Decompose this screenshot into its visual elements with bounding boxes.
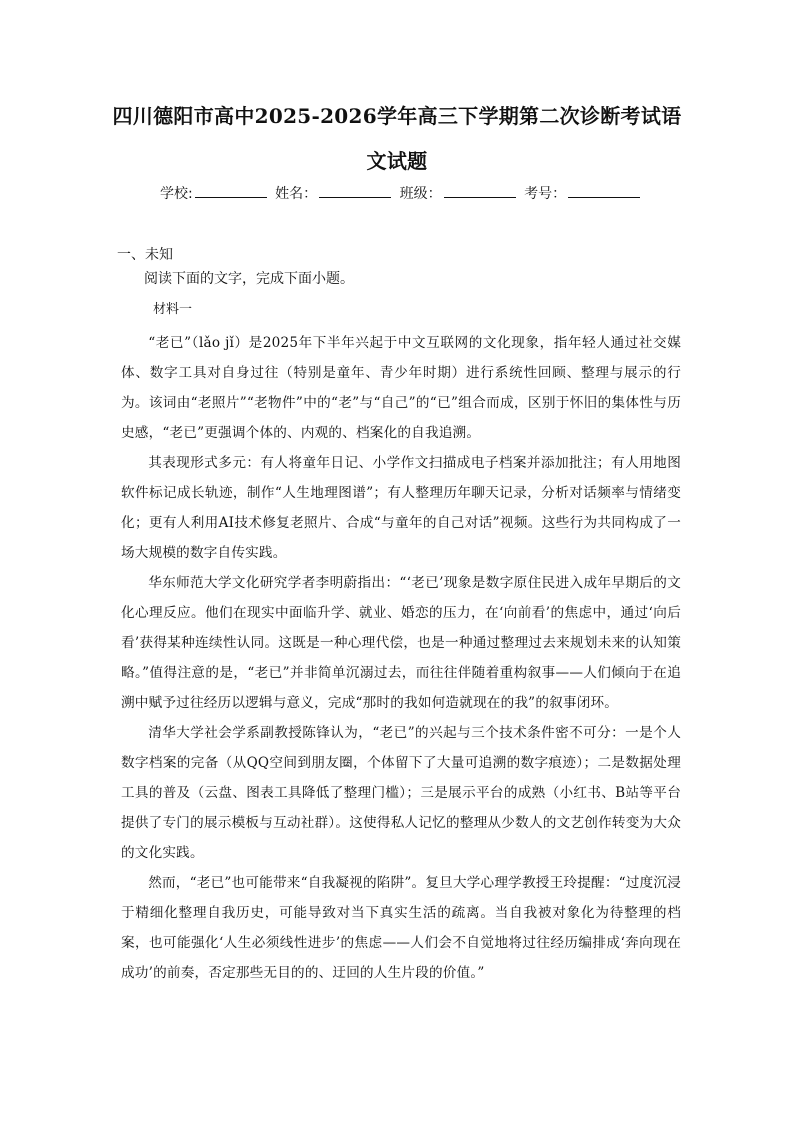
name-field: [275, 183, 391, 203]
exam-number-field: [524, 183, 640, 203]
paragraph-1: “老已”（lǎo jǐ）是2025年下半年兴起于中文互联网的文化现象，指年轻人通过社交媒体、数字工具对自身过往（特别是童年、青少年时期）进行系统性回顾、整理与展示的行为。该词由“老照片”“老物件”中的“老”与“自己”的“已”组合而成，区别于怀旧的集体性与历史感，“老已”更强调个体的、内观的、档案化的自我追溯。: [121, 335, 681, 441]
name-label: 姓名：: [275, 186, 318, 202]
paragraph-5: 然而，“老已”也可能带来“自我凝视的陷阱”。复旦大学心理学教授王玲提醒：“过度沉浸于精细化整理自我历史，可能导致对当下真实生活的疏离。当自我被对象化为待整理的档案，也可能强化‘人生必须线性进步’的焦虑——人们会不自觉地将过往经历编排成‘奔向现在成功’的前奏，否定那些无目的的、迂回的人生片段的价值。”: [121, 875, 681, 981]
student-info-row: [160, 183, 640, 203]
school-blank: [195, 185, 267, 198]
page-title-line2: 文试题: [366, 149, 428, 173]
exam-number-blank: [568, 185, 640, 198]
paragraph-4: 清华大学社会学系副教授陈锋认为，“老已”的兴起与三个技术条件密不可分：一是个人数字档案的完备（从QQ空间到朋友圈，个体留下了大量可追溯的数字痕迹）；二是数据处理工具的普及（云盘、图表工具降低了整理门槛）；三是展示平台的成熟（小红书、B站等平台提供了专门的展示模板与互动社群）。这使得私人记忆的整理从少数人的文艺创作转变为大众的文化实践。: [121, 725, 681, 861]
class-blank: [444, 185, 516, 198]
exam-number-label: 考号：: [524, 186, 567, 202]
school-label: 学校:: [160, 186, 193, 202]
class-field: [400, 183, 516, 203]
paragraph-3: 华东师范大学文化研究学者李明蔚指出：“‘老已’现象是数字原住民进入成年早期后的文化心理反应。他们在现实中面临升学、就业、婚恋的压力，在‘向前看’的焦虑中，通过‘向后看’获得某种连续性认同。这既是一种心理代偿，也是一种通过整理过去来规划未来的认知策略。”值得注意的是，“老已”并非简单沉溺过去，而往往伴随着重构叙事——人们倾向于在追溯中赋予过往经历以逻辑与意义，完成“那时的我如何造就现在的我”的叙事闭环。: [121, 575, 681, 711]
school-field: [160, 183, 267, 203]
material-body: [121, 328, 681, 988]
class-label: 班级：: [399, 186, 442, 202]
paragraph-2: 其表现形式多元：有人将童年日记、小学作文扫描成电子档案并添加批注；有人用地图软件标记成长轨迹，制作“人生地理图谱”；有人整理历年聊天记录，分析对话频率与情绪变化；更有人利用AI技术修复老照片、合成“与童年的自己对话”视频。这些行为共同构成了一场大规模的数字自传实践。: [121, 455, 681, 561]
page-title-line1: 四川德阳市高中2025-2026学年高三下学期第二次诊断考试语: [112, 104, 682, 128]
name-blank: [319, 185, 391, 198]
section-heading: 一、未知: [117, 247, 173, 263]
reading-instruction: 阅读下面的文字，完成下面小题。: [144, 271, 354, 287]
material-label: 材料一: [153, 302, 193, 317]
